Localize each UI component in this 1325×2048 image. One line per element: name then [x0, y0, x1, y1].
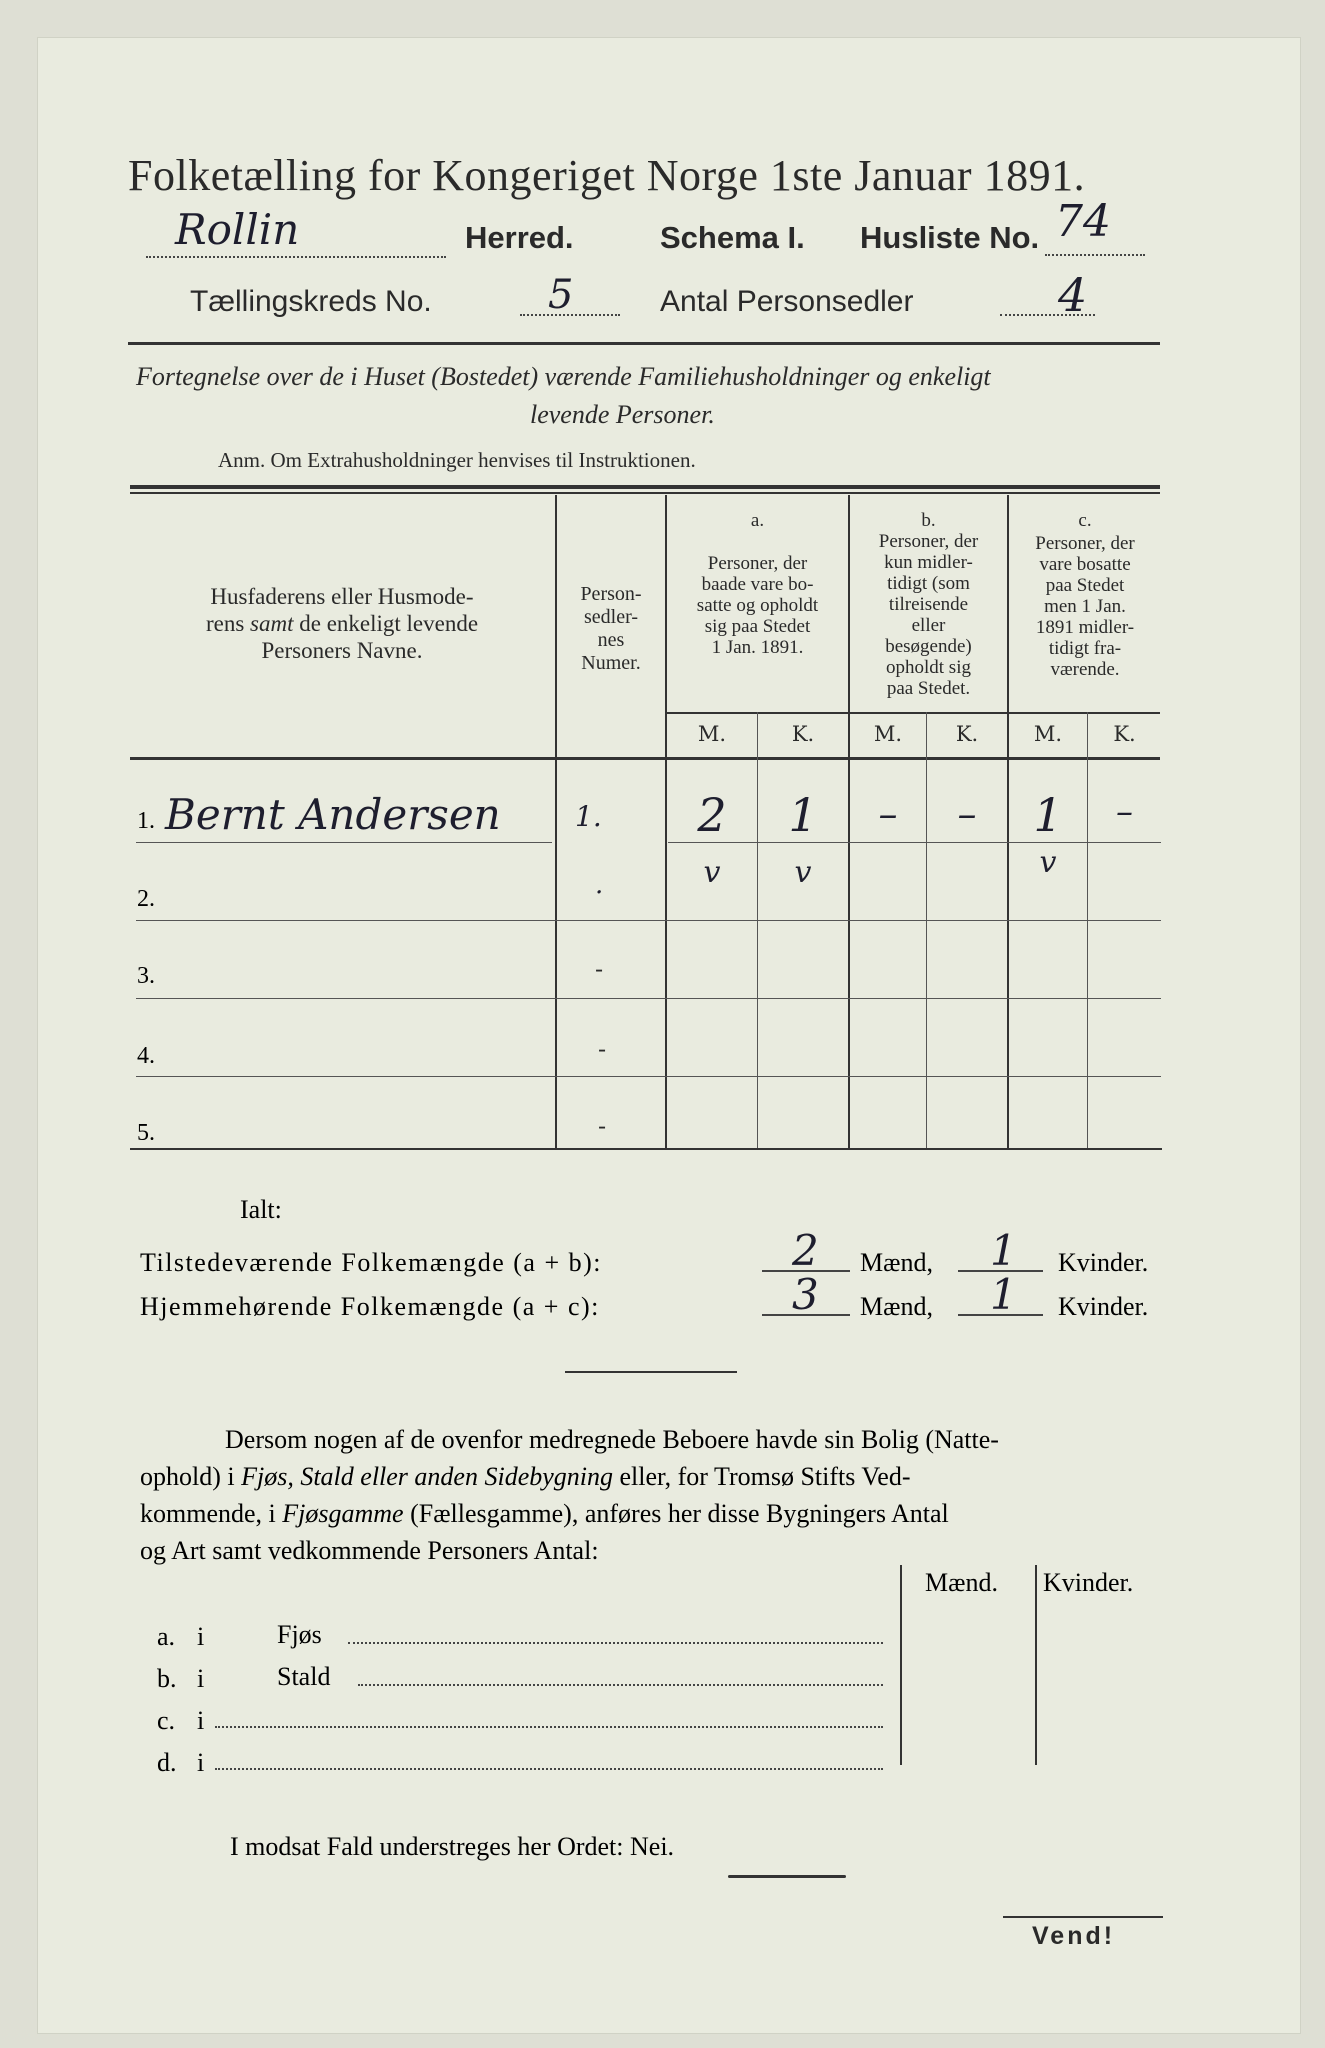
hjemme-kvinder: Kvinder.: [1058, 1292, 1149, 1321]
ialt-label: Ialt:: [240, 1195, 282, 1224]
kreds-value: 5: [548, 272, 574, 318]
a-m-label: M.: [697, 722, 727, 746]
col-a-header: a. Personer, der baade vare bo- satte og opholdt sig paa Stedet 1 Jan. 1891.: [696, 510, 819, 658]
row-1-c-k: –: [1116, 792, 1133, 832]
row-2-a-k-check: v: [794, 855, 812, 890]
a-k-label: K.: [791, 722, 815, 746]
row-1-c-m: 1: [1033, 788, 1063, 842]
note-item-c-i: i: [197, 1706, 205, 1735]
col-numer-header: Person- sedler- nes Numer.: [580, 583, 642, 674]
table-bottom-rule: [130, 1148, 1162, 1150]
row-line-2: [136, 920, 1161, 921]
husliste-value: 74: [1055, 196, 1111, 247]
note-item-b-dots: [358, 1682, 883, 1686]
vline-a-mk: [757, 712, 758, 1150]
note-item-b-label: Stald: [277, 1662, 331, 1691]
row-3-numer: -: [595, 955, 604, 983]
form-title: Folketælling for Kongeriget Norge 1ste Januar 1891.: [128, 151, 1086, 200]
note-item-a-dots: [348, 1640, 883, 1644]
row-1-a-k: 1: [788, 788, 818, 842]
hjemme-label: Hjemmehørende Folkemængde (a + c):: [140, 1292, 600, 1321]
row-3-number: 3.: [137, 963, 155, 989]
vline-c-mk: [1087, 712, 1088, 1150]
mk-rule: [665, 712, 1160, 714]
herred-value: Rollin: [175, 205, 300, 254]
husliste-dotted-line: [1045, 252, 1145, 256]
row-1-number: 1.: [137, 808, 155, 834]
note-line-3: kommende, i Fjøsgamme (Fællesgamme), anføres her disse Bygningers Antal: [140, 1499, 949, 1528]
note-item-a-letter: a.: [157, 1622, 176, 1651]
husliste-label: Husliste No.: [860, 220, 1040, 255]
col-b-header: b. Personer, der kun midler- tidigt (som tilreisende eller besøgende) opholdt sig paa Stedet.: [878, 510, 979, 699]
note-item-c-letter: c.: [157, 1706, 176, 1735]
nei-underline: [728, 1875, 846, 1878]
row-5-numer: -: [598, 1112, 607, 1140]
tilstede-k-value: 1: [990, 1226, 1017, 1275]
note-item-b-letter: b.: [157, 1664, 177, 1693]
herred-dotted-line: [146, 254, 446, 258]
row-line-4: [136, 1076, 1161, 1077]
tilstede-kvinder: Kvinder.: [1058, 1248, 1149, 1277]
intro-line-1: Fortegnelse over de i Huset (Bostedet) værende Familiehusholdninger og enkeligt: [136, 362, 991, 391]
note-col-kvinder: Kvinder.: [1043, 1568, 1134, 1597]
census-form-page: [38, 38, 1300, 2033]
row-2-numer: .: [595, 870, 604, 900]
kreds-label: Tællingskreds No.: [190, 285, 432, 318]
note-vline-2: [1035, 1565, 1037, 1765]
row-2-number: 2.: [137, 886, 155, 912]
b-m-label: M.: [873, 722, 903, 746]
col-c-header: c. Personer, der vare bosatte paa Stedet men 1 Jan. 1891 midler- tidigt fra- værende.: [1035, 510, 1135, 680]
anm-note: Anm. Om Extrahusholdninger henvises til Instruktionen.: [218, 448, 696, 472]
note-item-b-i: i: [197, 1664, 205, 1693]
row-2-c-m-check: v: [1039, 845, 1057, 880]
note-col-maend: Mænd.: [925, 1568, 998, 1597]
vend-rule: [1003, 1916, 1163, 1918]
b-k-label: K.: [955, 722, 979, 746]
note-line-1: Dersom nogen af de ovenfor medregnede Beboere havde sin Bolig (Natte-: [225, 1425, 999, 1454]
row-line-1b: [668, 842, 1161, 843]
row-5-number: 5.: [137, 1120, 155, 1146]
c-m-label: M.: [1033, 722, 1063, 746]
row-1-numer: 1.: [575, 800, 602, 833]
hjemme-m-value: 3: [792, 1270, 819, 1319]
antal-label: Antal Personsedler: [660, 285, 914, 318]
tilstede-maend: Mænd,: [860, 1248, 933, 1277]
intro-line-2: levende Personer.: [530, 400, 715, 429]
col-names-header: Husfaderens eller Husmode- rens samt de enkeligt levende Personers Navne.: [205, 584, 479, 663]
row-1-b-k: –: [957, 792, 977, 836]
note-item-d-i: i: [197, 1748, 205, 1777]
row-1-b-m: –: [878, 792, 898, 836]
note-item-a-label: Fjøs: [277, 1620, 322, 1649]
note-vline-1: [900, 1565, 902, 1765]
row-1-name: Bernt Andersen: [165, 790, 501, 839]
note-item-c-dots: [215, 1724, 883, 1728]
vend-label: Vend!: [1032, 1922, 1116, 1950]
table-header-bottom-rule: [130, 757, 1160, 760]
herred-label: Herred.: [465, 220, 574, 255]
note-line-2: ophold) i Fjøs, Stald eller anden Sidebygning eller, for Tromsø Stifts Ved-: [140, 1462, 911, 1491]
note-item-d-letter: d.: [157, 1748, 177, 1777]
c-k-label: K.: [1113, 722, 1136, 746]
row-1-a-m: 2: [697, 788, 727, 842]
table-top-rule: [130, 485, 1160, 489]
row-4-numer: -: [598, 1035, 607, 1063]
row-4-number: 4.: [137, 1043, 155, 1069]
header-rule: [128, 342, 1160, 345]
modsat-note: I modsat Fald understreges her Ordet: Nei.: [230, 1832, 675, 1861]
row-2-a-m-check: v: [703, 855, 721, 890]
vline-b-mk: [926, 712, 927, 1150]
note-line-4: og Art samt vedkommende Personers Antal:: [140, 1536, 599, 1565]
hjemme-k-value: 1: [990, 1270, 1017, 1319]
row-line-1: [136, 842, 552, 843]
hjemme-maend: Mænd,: [860, 1292, 933, 1321]
schema-label: Schema I.: [660, 220, 805, 255]
table-top-rule-2: [130, 492, 1160, 494]
antal-value: 4: [1058, 268, 1088, 322]
tilstede-label: Tilstedeværende Folkemængde (a + b):: [140, 1248, 602, 1277]
note-item-d-dots: [215, 1766, 883, 1770]
note-item-a-i: i: [197, 1622, 205, 1651]
section-divider: [565, 1371, 737, 1373]
tilstede-m-value: 2: [792, 1226, 819, 1275]
row-line-3: [136, 998, 1161, 999]
